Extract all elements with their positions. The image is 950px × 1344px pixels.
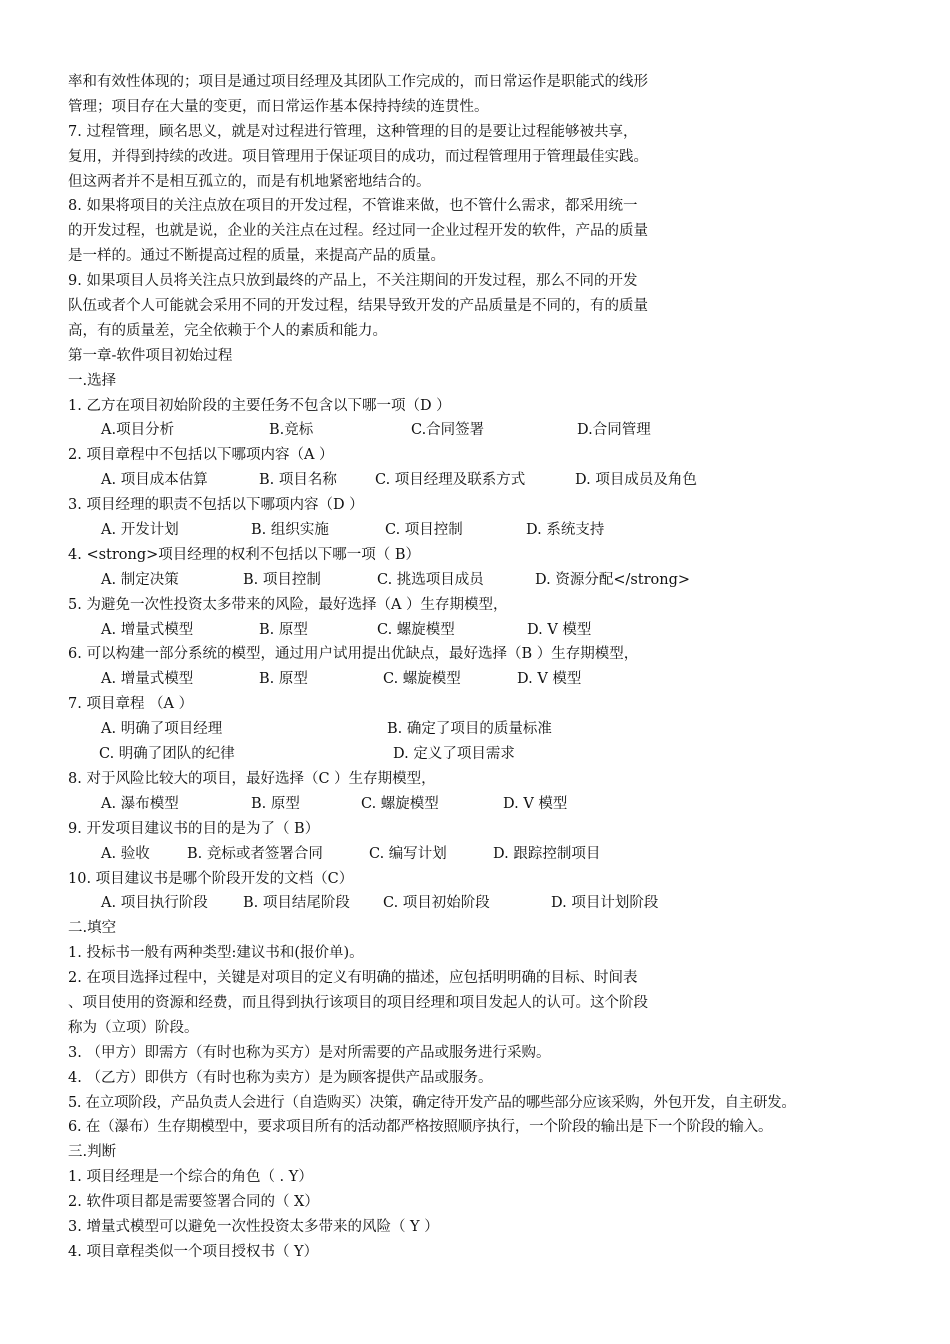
fill-line: 5. 在立项阶段，产品负责人会进行（自造购买）决策，确定待开发产品的哪些部分应该采购，外包开发，自主研发。 <box>68 1094 796 1111</box>
option-d: D. V 模型 <box>517 671 582 688</box>
option-d: D. 跟踪控制项目 <box>493 845 601 862</box>
option-a: A. 明确了项目经理 <box>101 721 223 738</box>
option-b: B.竞标 <box>269 422 314 439</box>
fill-line: 称为（立项）阶段。 <box>68 1019 199 1036</box>
chapter-title: 第一章-软件项目初始过程 <box>68 347 233 364</box>
option-a: A. 瀑布模型 <box>101 795 179 812</box>
options-3 <box>68 518 928 543</box>
option-a: A. 验收 <box>101 845 150 862</box>
option-a: A. 项目成本估算 <box>101 472 208 489</box>
text-line: 队伍或者个人可能就会采用不同的开发过程，结果导致开发的产品质量是不同的，有的质量 <box>68 298 648 315</box>
question-3: 3. 项目经理的职责不包括以下哪项内容（D ） <box>68 497 364 514</box>
option-b: B. 原型 <box>251 795 300 812</box>
text-line: 率和有效性体现的；项目是通过项目经理及其团队工作完成的，而日常运作是职能式的线形 <box>68 74 648 90</box>
option-b: B. 项目控制 <box>243 571 321 588</box>
option-a: A. 增量式模型 <box>101 671 194 688</box>
option-c: C. 螺旋模型 <box>383 671 461 688</box>
option-c: C. 项目经理及联系方式 <box>375 472 526 489</box>
option-d: D. 资源分配</strong> <box>535 571 691 588</box>
choice-heading: 一.选择 <box>68 372 117 389</box>
options-8 <box>68 792 928 817</box>
options-9 <box>68 842 928 867</box>
option-a: A. 项目执行阶段 <box>101 895 208 912</box>
option-a: A. 增量式模型 <box>101 621 194 638</box>
text-line: 8. 如果将项目的关注点放在项目的开发过程，不管谁来做，也不管什么需求，都采用统一 <box>68 198 638 215</box>
options-7b <box>68 742 928 767</box>
option-c: C. 项目控制 <box>385 522 463 539</box>
option-b: B. 确定了项目的质量标准 <box>387 721 552 738</box>
option-d: D. 系统支持 <box>526 522 605 539</box>
options-6 <box>68 667 928 692</box>
option-b: B. 原型 <box>259 621 308 638</box>
fill-line: 3. （甲方）即需方（有时也称为买方）是对所需要的产品或服务进行采购。 <box>68 1044 551 1061</box>
option-b: B. 项目结尾阶段 <box>243 895 350 912</box>
text-line: 9. 如果项目人员将关注点只放到最终的产品上，不关注期间的开发过程，那么不同的开发 <box>68 273 638 290</box>
option-d: D. 项目成员及角色 <box>575 472 697 489</box>
judge-line: 2. 软件项目都是需要签署合同的（ X） <box>68 1194 319 1211</box>
question-2: 2. 项目章程中不包括以下哪项内容（A ） <box>68 447 334 464</box>
text-line: 复用，并得到持续的改进。项目管理用于保证项目的成功，而过程管理用于管理最佳实践。 <box>68 148 648 165</box>
options-5 <box>68 618 928 643</box>
option-d: D.合同管理 <box>577 422 651 439</box>
fill-questions <box>68 941 928 1140</box>
option-c: C. 项目初始阶段 <box>383 895 490 912</box>
option-c: C. 螺旋模型 <box>377 621 455 638</box>
option-c: C. 编写计划 <box>369 845 447 862</box>
text-line: 管理；项目存在大量的变更，而日常运作基本保持持续的连贯性。 <box>68 98 489 115</box>
text-line: 7. 过程管理，顾名思义，就是对过程进行管理，这种管理的目的是要让过程能够被共享， <box>68 123 638 140</box>
question-5: 5. 为避免一次性投资太多带来的风险，最好选择（A ）生存期模型， <box>68 596 508 613</box>
question-9: 9. 开发项目建议书的目的是为了（ B） <box>68 820 320 837</box>
option-d: D. 定义了项目需求 <box>393 746 515 763</box>
choice-questions <box>68 394 928 917</box>
option-a: A. 制定决策 <box>101 571 179 588</box>
judge-questions <box>68 1165 928 1265</box>
fill-line: 1. 投标书一般有两种类型:建议书和(报价单)。 <box>68 945 364 962</box>
question-6: 6. 可以构建一部分系统的模型，通过用户试用提出优缺点，最好选择（B ）生存期模型， <box>68 646 639 663</box>
options-1 <box>68 418 928 443</box>
fill-line: 2. 在项目选择过程中，关键是对项目的定义有明确的描述，应包括明明确的目标、时间表 <box>68 970 638 987</box>
options-2 <box>68 468 928 493</box>
options-7a <box>68 717 928 742</box>
options-10 <box>68 891 928 916</box>
question-1: 1. 乙方在项目初始阶段的主要任务不包含以下哪一项（D ） <box>68 397 451 414</box>
option-d: D. V 模型 <box>527 621 592 638</box>
question-10: 10. 项目建议书是哪个阶段开发的文档（C） <box>68 870 354 887</box>
judge-heading: 三.判断 <box>68 1144 117 1161</box>
text-line: 但这两者并不是相互孤立的，而是有机地紧密地结合的。 <box>68 173 431 190</box>
judge-line: 1. 项目经理是一个综合的角色（ . Y） <box>68 1169 313 1186</box>
option-c: C. 明确了团队的纪律 <box>99 746 235 763</box>
fill-line: 6. 在（瀑布）生存期模型中，要求项目所有的活动都严格按照顺序执行，一个阶段的输出是下一个阶段的输入。 <box>68 1119 773 1136</box>
document-page <box>68 70 928 1265</box>
option-b: B. 竞标或者签署合同 <box>187 845 323 862</box>
judge-line: 4. 项目章程类似一个项目授权书（ Y） <box>68 1243 319 1260</box>
question-7: 7. 项目章程 （A ） <box>68 696 194 713</box>
fill-heading: 二.填空 <box>68 920 117 937</box>
options-4 <box>68 568 928 593</box>
option-c: C.合同签署 <box>411 422 485 439</box>
option-c: C. 挑选项目成员 <box>377 571 484 588</box>
option-a: A. 开发计划 <box>101 522 179 539</box>
option-b: B. 组织实施 <box>251 522 329 539</box>
text-line: 高，有的质量差，完全依赖于个人的素质和能力。 <box>68 322 387 339</box>
judge-line: 3. 增量式模型可以避免一次性投资太多带来的风险（ Y ） <box>68 1218 439 1235</box>
intro-paragraphs <box>68 70 928 344</box>
option-a: A.项目分析 <box>101 422 175 439</box>
fill-line: 4. （乙方）即供方（有时也称为卖方）是为顾客提供产品或服务。 <box>68 1069 493 1086</box>
question-4: 4. <strong>项目经理的权利不包括以下哪一项（ B） <box>68 546 421 563</box>
text-line: 的开发过程，也就是说，企业的关注点在过程。经过同一企业过程开发的软件，产品的质量 <box>68 223 648 240</box>
option-d: D. 项目计划阶段 <box>551 895 659 912</box>
option-b: B. 项目名称 <box>259 472 337 489</box>
option-d: D. V 模型 <box>503 795 568 812</box>
option-b: B. 原型 <box>259 671 308 688</box>
fill-line: 、项目使用的资源和经费，而且得到执行该项目的项目经理和项目发起人的认可。这个阶段 <box>68 994 648 1011</box>
text-line: 是一样的。通过不断提高过程的质量，来提高产品的质量。 <box>68 248 445 265</box>
option-c: C. 螺旋模型 <box>361 795 439 812</box>
question-8: 8. 对于风险比较大的项目，最好选择（C ）生存期模型， <box>68 770 436 787</box>
